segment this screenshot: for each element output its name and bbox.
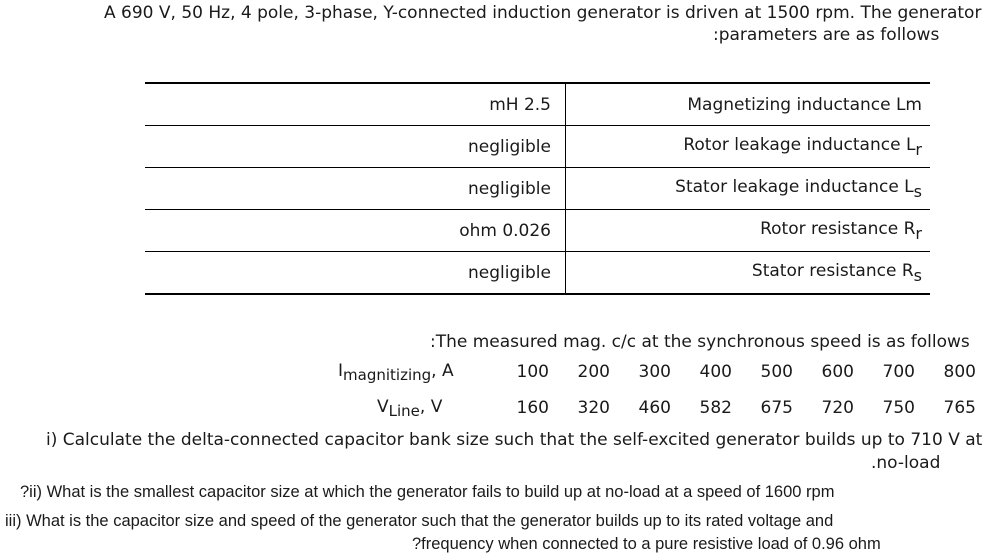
voltage-label: VLine, V	[377, 397, 443, 420]
table-row	[145, 126, 930, 168]
param-name: Magnetizing inductance Lm	[566, 83, 931, 126]
param-value: negligible	[145, 126, 566, 168]
current-value: 300	[638, 362, 671, 382]
voltage-value: 750	[882, 398, 915, 418]
current-value: 200	[577, 362, 610, 382]
param-value: negligible	[145, 168, 566, 210]
voltage-value: 720	[821, 398, 854, 418]
mag-heading: :The measured mag. c/c at the synchronous speed is as follows	[430, 332, 970, 352]
intro-line-2: :parameters are as follows	[713, 25, 940, 45]
current-value: 600	[821, 362, 854, 382]
question-1-line-2: .no-load	[871, 453, 941, 473]
param-name: Stator leakage inductance Ls	[566, 168, 931, 210]
intro-line-1: A 690 V, 50 Hz, 4 pole, 3-phase, Y-connected induction generator is driven at 1500 rpm. The generator	[104, 3, 982, 23]
voltage-value: 582	[699, 398, 732, 418]
current-value: 500	[760, 362, 793, 382]
param-name: Rotor leakage inductance Lr	[566, 126, 931, 168]
param-value: negligible	[145, 252, 566, 295]
question-2: ?ii) What is the smallest capacitor size at which the generator fails to build up at no-load at a speed of 1600 rpm	[20, 483, 835, 501]
voltage-value: 675	[760, 398, 793, 418]
table-row	[145, 83, 930, 126]
voltage-value: 320	[577, 398, 610, 418]
voltage-value: 765	[943, 398, 976, 418]
question-3-line-2: ?frequency when connected to a pure resistive load of 0.96 ohm	[412, 535, 881, 553]
table-row	[145, 168, 930, 210]
question-3-line-1: iii) What is the capacitor size and speed of the generator such that the generator builds up to its rated voltage and	[5, 512, 834, 530]
current-value: 700	[882, 362, 915, 382]
current-value: 100	[516, 362, 549, 382]
table-row	[145, 252, 930, 295]
current-value: 800	[943, 362, 976, 382]
parameters-table	[145, 82, 930, 295]
param-value: mH 2.5	[145, 83, 566, 126]
voltage-value: 160	[516, 398, 549, 418]
param-name: Stator resistance Rs	[566, 252, 931, 295]
current-label: Imagnitizing, A	[338, 361, 454, 384]
param-name: Rotor resistance Rr	[566, 210, 931, 252]
param-value: ohm 0.026	[145, 210, 566, 252]
current-value: 400	[699, 362, 732, 382]
voltage-value: 460	[638, 398, 671, 418]
table-row	[145, 210, 930, 252]
question-1-line-1: i) Calculate the delta-connected capacitor bank size such that the self-excited generator builds up to 710 V at	[46, 430, 983, 450]
